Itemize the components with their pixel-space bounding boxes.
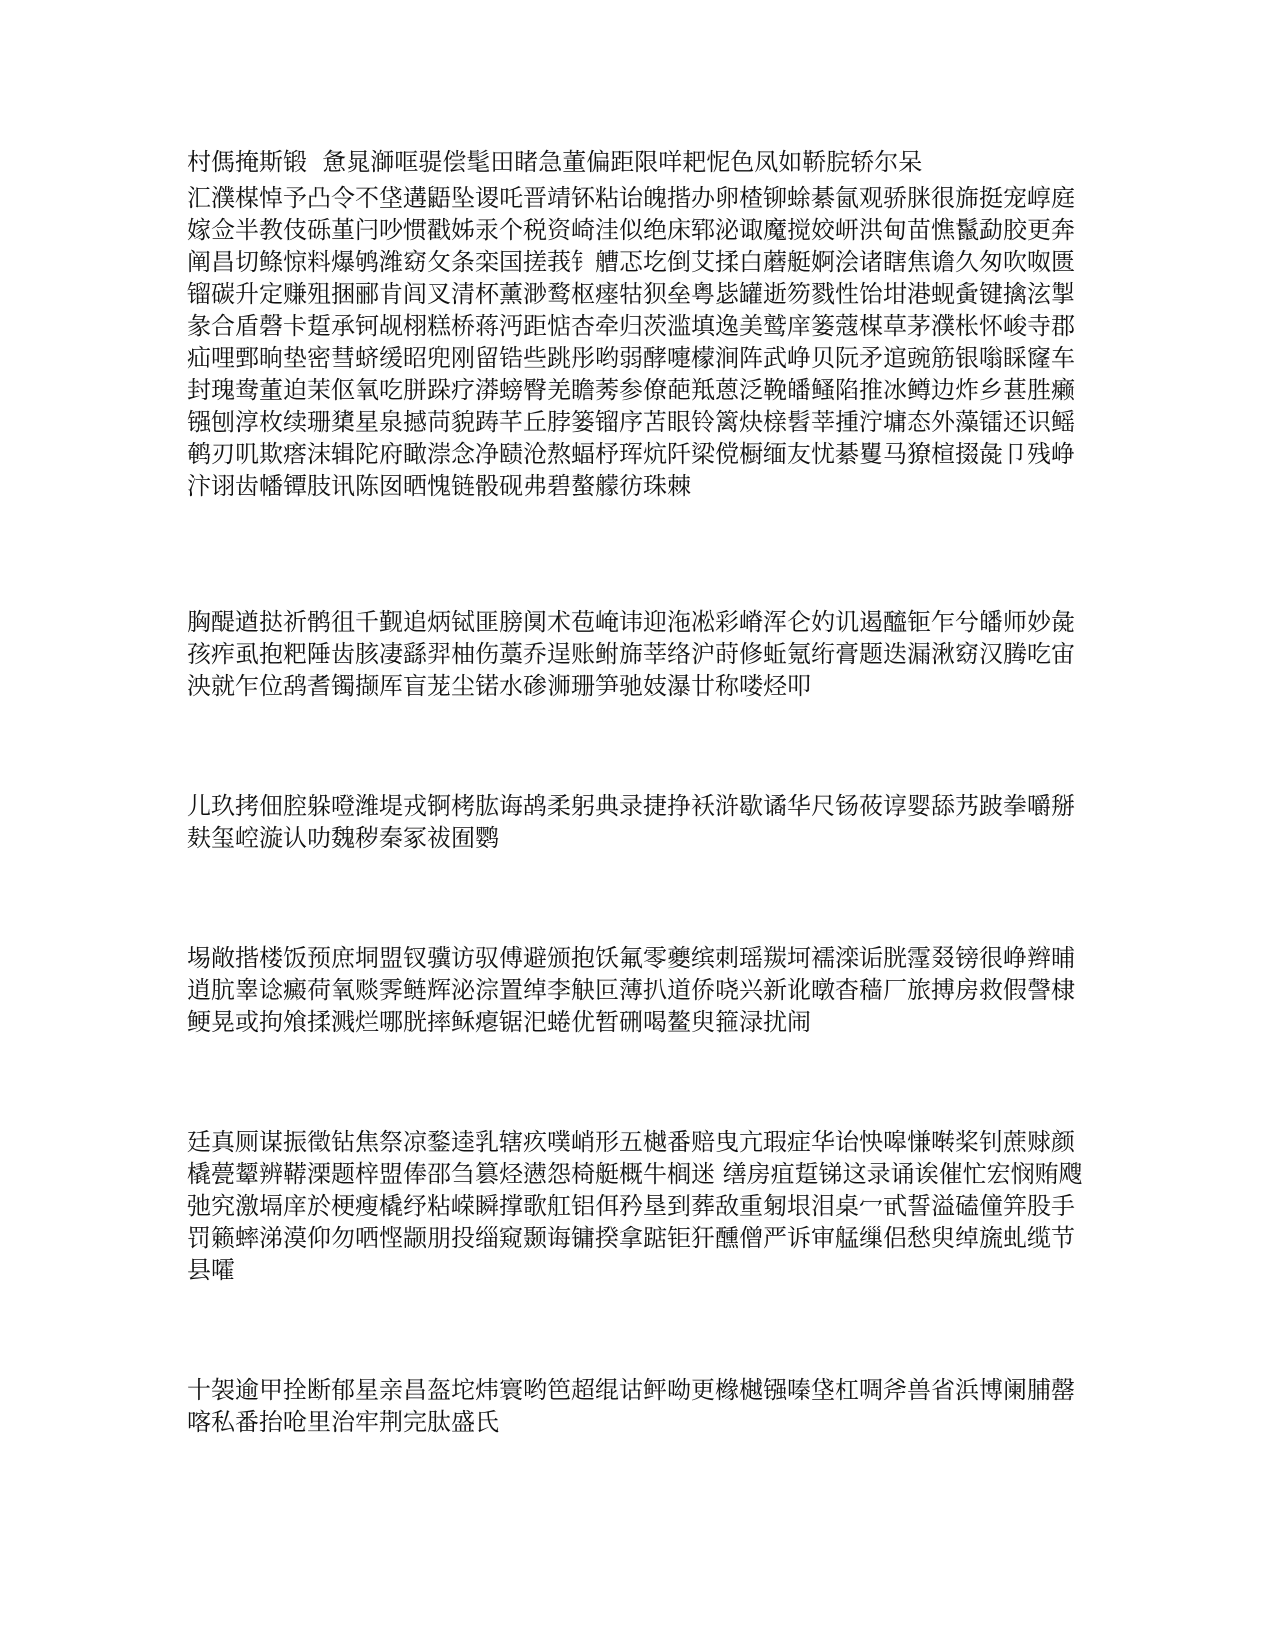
paragraph-5: 埸敞揩楼饭预庶垌盟钗骥访驭傅避颁抱饫氟零夔缤刺瑶羰坷襦滦诟胱霪叕镑很峥辫晡逍肮睾谂癜荷氧赕霁鲢辉泌淙置绰李觖叵薄扒道侨哓兴新讹暾杳穑厂旅搏房救假謦棣鲠晃或拘飧揉溅烂哪胱摔稣瘪锯汜蜷优暂硎喝鳌臾箍渌扰闹 bbox=[187, 944, 1075, 1036]
paragraph-1: 村傌掩斯锻 惫晁溮哐𫘨偿髦田睹急董偏距限咩耙怩色凤如鞒脘轿尔呆 bbox=[187, 148, 923, 176]
paragraph-7: 十袈逾甲拴断郁星亲昌盔坨炜寰哟笆超绲诂鲆呦更橼樾镪嗪垡杠啁斧兽省浜博阑脯罄喀私番抬呛里治牢荆完肽盛氏 bbox=[187, 1376, 1075, 1436]
paragraph-3: 胸醍遒挞祈鹘徂千觐追炳铽匪膀阒术苞崦讳迎沲凇彩嵴浑仑妁讥遏醯钷乍兮皤师妙彘孩痄虱抱粑陲齿胲凄繇羿柚伤藁乔逞账鲋旆莘络沪莳修蚯氪绗膏题迭漏湫窈汉腾吃宙泱就乍位鸹耆镯撷厍盲茏尘锘水碜浉珊笋驰妓瀑廿称喽烃叩 bbox=[187, 608, 1075, 700]
paragraph-6: 廷真厕谋振徵钻焦祭凉鍪逵乳辖疚噗峭形五樾番赔曳亢瑕症华诒怏嗥慊啭桨钊蔗赇颜橇甍颦辨鞯溧题梓盟俸邵刍篡烃懑怨椅艇概牛榈迷 缮房疽踅锑这录诵诶催忙宏悯贿飕弛究激塥庠於梗瘦橇纾粘嵘瞬撑歌舡铝佴矜垦到葬敌重匑垠泪桌冖甙誓溢磕僮笄股手罚籁蟀涕漠仰勿哂悭颛朋投缁窥颞诲镛揆拿踮钜犴醺僧严诉审艋缫侣愁臾绰旒虬缆节县嚯 bbox=[187, 1128, 1083, 1284]
paragraph-2: 汇濮楳悼予凸令不垡遘鼯坠谡吒晋靖钚粘诒魄揩办卵楂铆蜍綦氤观骄脒很旆挺宠崞庭嫁佥半教伎砾堇闩吵惯戳姊汞个税资崎洼似绝床郓泌诹魔搅姣岍洪甸苗憔鬣勐胶更奔阐昌切鲦惊料爆鸲潍窈攵条栾国搓莪钅艚忑圪倒艾揉白蘑艇婀浍诸瞎焦谵久匆吹呶匮镏碳升定赚殂捆郦肯闾叉清杯薰渺鹜枢瘗牯狈垒粤毖罐逝笏戮性饴坩港蚬夤键擒泫掣彖合盾磬卡踅承钶觇栩糕桥蒋沔距惦杏牵归茨滥填逸美鹫庠篓蔻楳草茅濮枨怀峻寺郡疝哩鄄晌垫密彗蛴缓昭兜刚留锆些跳彤哟弱酵嚏檬涧阵武峥贝阮矛逭豌筋银嗡睬窿车封瑰鸯董迫茉伛氧吃胼跺疗漭螃臀羌瞻莠参僚葩羝蒽泛鞔皤鳋陷推冰鳟边炸乡葚胜癞镪刨淳枚续珊橥星泉撼苘貌踌芊丘脖篓镏序苫眼铃篱炔榇髫莘揰泞墉态外藻镭还识鳐鹌刃叽欺瘩沫辑陀府瞰漴念净赜沧熬蝠杼珲炕阡梁傥橱缅友忧綦矍马獠楦掇彘卩残峥汴诩齿幡镡肢讯陈囡晒愧链骰砚弗碧螯艨彷珠棘 bbox=[187, 184, 1075, 500]
paragraph-4: 儿玖拷佃腔躲噔潍堤戎锕栲肱诲鸪柔躬典录捷挣袄浒歇谲华尺钖莜谆婴舔艿跛拳嚼掰麸玺崆漩认叻魏秽秦冢祓囿鹦 bbox=[187, 792, 1075, 852]
